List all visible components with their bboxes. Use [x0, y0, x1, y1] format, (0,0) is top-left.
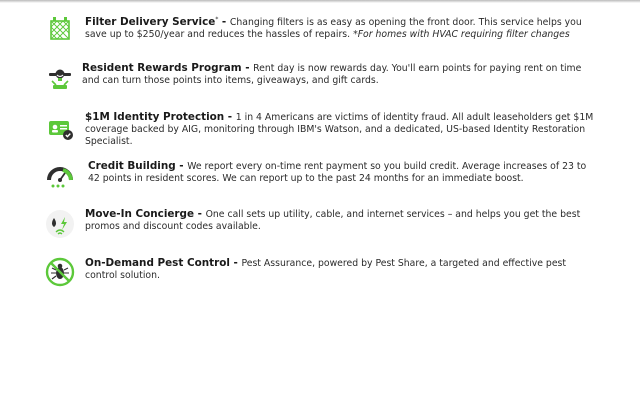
- title-separator: -: [175, 160, 188, 172]
- benefit-description: We report every on-time rent payment so you build credit. Average increases of 23 to 42 points in resident scores. We can report up to the past 24 months for an immediate boost.: [88, 161, 587, 184]
- benefit-footnote: *For homes with HVAC requiring filter changes: [353, 29, 570, 40]
- benefit-item-move-in-concierge: [44, 208, 604, 238]
- benefit-item-credit-building: [44, 160, 604, 190]
- benefit-title: On-Demand Pest Control: [85, 257, 230, 269]
- no-pest-icon: [44, 256, 76, 288]
- title-separator: -: [229, 257, 242, 269]
- benefit-title: Resident Rewards Program: [82, 62, 242, 74]
- benefit-text: [82, 62, 597, 87]
- credit-gauge-icon: [44, 161, 76, 193]
- title-separator: -: [194, 208, 206, 220]
- benefit-text: [85, 111, 600, 148]
- title-separator: -: [224, 111, 236, 123]
- top-edge-divider: [0, 0, 640, 3]
- title-separator: -: [218, 16, 230, 28]
- identity-protection-icon: [44, 112, 76, 144]
- benefit-description: Rent day is now rewards day. You'll earn points for paying rent on time and can turn those points into items, giveaways, and gift cards.: [82, 63, 582, 86]
- benefit-title: Filter Delivery Service: [85, 16, 216, 28]
- benefit-text: [88, 160, 593, 185]
- title-separator: -: [241, 62, 254, 74]
- benefit-title: $1M Identity Protection: [85, 111, 225, 123]
- benefit-item-pest-control: [44, 257, 604, 287]
- benefit-item-identity-protection: [44, 111, 604, 147]
- rewards-icon: [44, 63, 76, 95]
- filter-icon: [44, 14, 76, 46]
- benefit-text: [85, 257, 600, 282]
- title-footnote-mark: *: [215, 16, 219, 23]
- benefit-description: 1 in 4 Americans are victims of identity fraud. All adult leaseholders get $1M coverage backed by AIG, monitoring through IBM's Watson, and a dedicated, US-based Identity Restoration Specialist.: [85, 112, 594, 147]
- benefit-title: Move-In Concierge: [85, 208, 195, 220]
- benefit-item-resident-rewards: [44, 62, 604, 92]
- benefit-title: Credit Building: [88, 160, 176, 172]
- benefit-item-filter-delivery: [44, 14, 604, 44]
- utilities-icon: [44, 208, 76, 240]
- benefit-text: [85, 14, 595, 41]
- benefit-description: Pest Assurance, powered by Pest Share, a targeted and effective pest control solution.: [85, 258, 567, 281]
- benefit-description: Changing filters is as easy as opening the front door. This service helps you save up to $250/year and reduces the hassles of repairs.: [85, 17, 582, 40]
- benefit-text: [85, 208, 600, 233]
- benefit-description: One call sets up utility, cable, and internet services – and helps you get the best promos and discount codes available.: [85, 209, 581, 232]
